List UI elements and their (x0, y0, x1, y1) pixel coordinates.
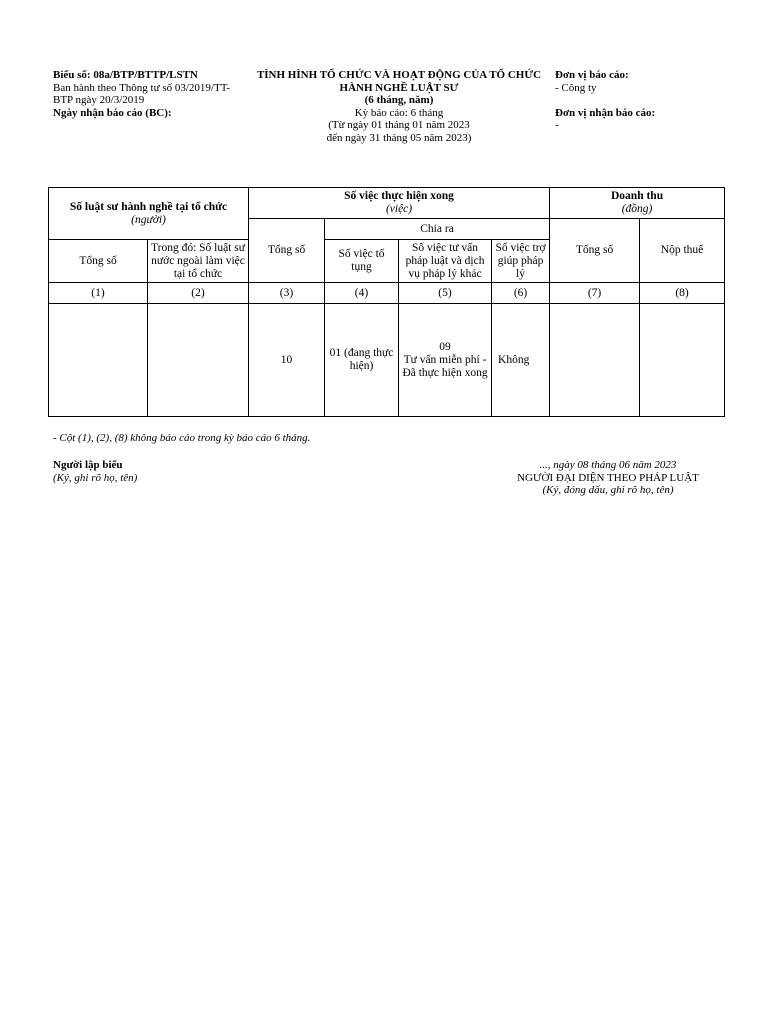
preparer-label: Người lập biểu (53, 459, 123, 471)
form-info (53, 69, 243, 119)
report-table (48, 187, 725, 417)
value-col3: 10 (249, 304, 325, 417)
report-title-line1: TÌNH HÌNH TỔ CHỨC VÀ HOẠT ĐỘNG CỦA TỔ CHỨC (256, 69, 542, 81)
unit-info (555, 69, 735, 132)
reporting-unit-label: Đơn vị báo cáo: (555, 69, 629, 81)
value-col5-note: Tư vấn miễn phí - Đã thực hiện xong (402, 353, 488, 379)
signer-sign-note: (Ký, đóng dấu, ghi rõ họ, tên) (542, 484, 674, 496)
cases-unit: (việc) (385, 203, 413, 215)
issued-by-line2: BTP ngày 20/3/2019 (53, 94, 145, 106)
value-col1 (49, 304, 148, 417)
revenue-unit: (đồng) (621, 203, 653, 215)
revenue-header-cell (550, 188, 725, 219)
lawyers-header-cell (49, 188, 249, 240)
value-col2 (148, 304, 249, 417)
col-number: (8) (640, 283, 725, 304)
col-number: (4) (325, 283, 399, 304)
col3-header: Tổng số (249, 219, 325, 283)
form-number: Biểu số: 08a/BTP/BTTP/LSTN (53, 69, 198, 81)
value-col6: Không (492, 304, 550, 417)
column-number-row (49, 283, 725, 304)
report-title-block (252, 69, 546, 144)
col-number: (2) (148, 283, 249, 304)
value-col5-cell (399, 304, 492, 417)
col-number: (6) (492, 283, 550, 304)
breakdown-header: Chia ra (325, 219, 550, 240)
col-number: (5) (399, 283, 492, 304)
revenue-header: Doanh thu (611, 190, 664, 202)
col4-header: Số việc tố tụng (325, 240, 399, 283)
col-number: (1) (49, 283, 148, 304)
cases-header: Số việc thực hiện xong (344, 190, 454, 202)
lawyers-unit: (người) (131, 213, 166, 226)
data-row (49, 304, 725, 417)
col6-header: Số việc trợ giúp pháp lý (492, 240, 550, 283)
date-from: (Từ ngày 01 tháng 01 năm 2023 (328, 119, 470, 131)
col-number: (3) (249, 283, 325, 304)
report-title-line2: HÀNH NGHỀ LUẬT SƯ (339, 81, 459, 94)
receiving-unit-value: - (555, 119, 559, 131)
header-row-1 (49, 188, 725, 219)
value-col5-count: 09 (439, 340, 451, 353)
receipt-date-label: Ngày nhận báo cáo (BC): (53, 106, 172, 119)
period-type: (6 tháng, năm) (364, 94, 434, 106)
footnote: - Cột (1), (2), (8) không báo cáo trong kỳ báo cáo 6 tháng. (53, 432, 311, 444)
value-col8 (640, 304, 725, 417)
signer-block (500, 459, 716, 497)
issued-by-line1: Ban hành theo Thông tư số 03/2019/TT- (53, 81, 231, 94)
col1-header: Tổng số (49, 240, 148, 283)
col8-header: Nộp thuế (640, 219, 725, 283)
cases-header-cell (249, 188, 550, 219)
col2-header: Trong đó: Số luật sư nước ngoài làm việc tại tổ chức (148, 240, 249, 283)
col7-header: Tổng số (550, 219, 640, 283)
lawyers-header: Số luật sư hành nghề tại tổ chức (69, 200, 228, 213)
value-col4: 01 (đang thực hiện) (325, 304, 399, 417)
signer-date: ..., ngày 08 tháng 06 năm 2023 (539, 459, 677, 471)
reporting-unit-value: - Công ty (555, 81, 597, 94)
value-col7 (550, 304, 640, 417)
col-number: (7) (550, 283, 640, 304)
preparer-sign-note: (Ký, ghi rõ họ, tên) (53, 471, 138, 484)
receiving-unit-label: Đơn vị nhận báo cáo: (555, 106, 656, 119)
col5-header: Số việc tư vấn pháp luật và dịch vụ pháp lý khác (399, 240, 492, 283)
date-to: đến ngày 31 tháng 05 năm 2023) (326, 131, 472, 144)
report-period: Kỳ báo cáo: 6 tháng (354, 106, 444, 119)
signer-title: NGƯỜI ĐẠI DIỆN THEO PHÁP LUẬT (517, 471, 699, 484)
preparer-block (53, 459, 253, 484)
